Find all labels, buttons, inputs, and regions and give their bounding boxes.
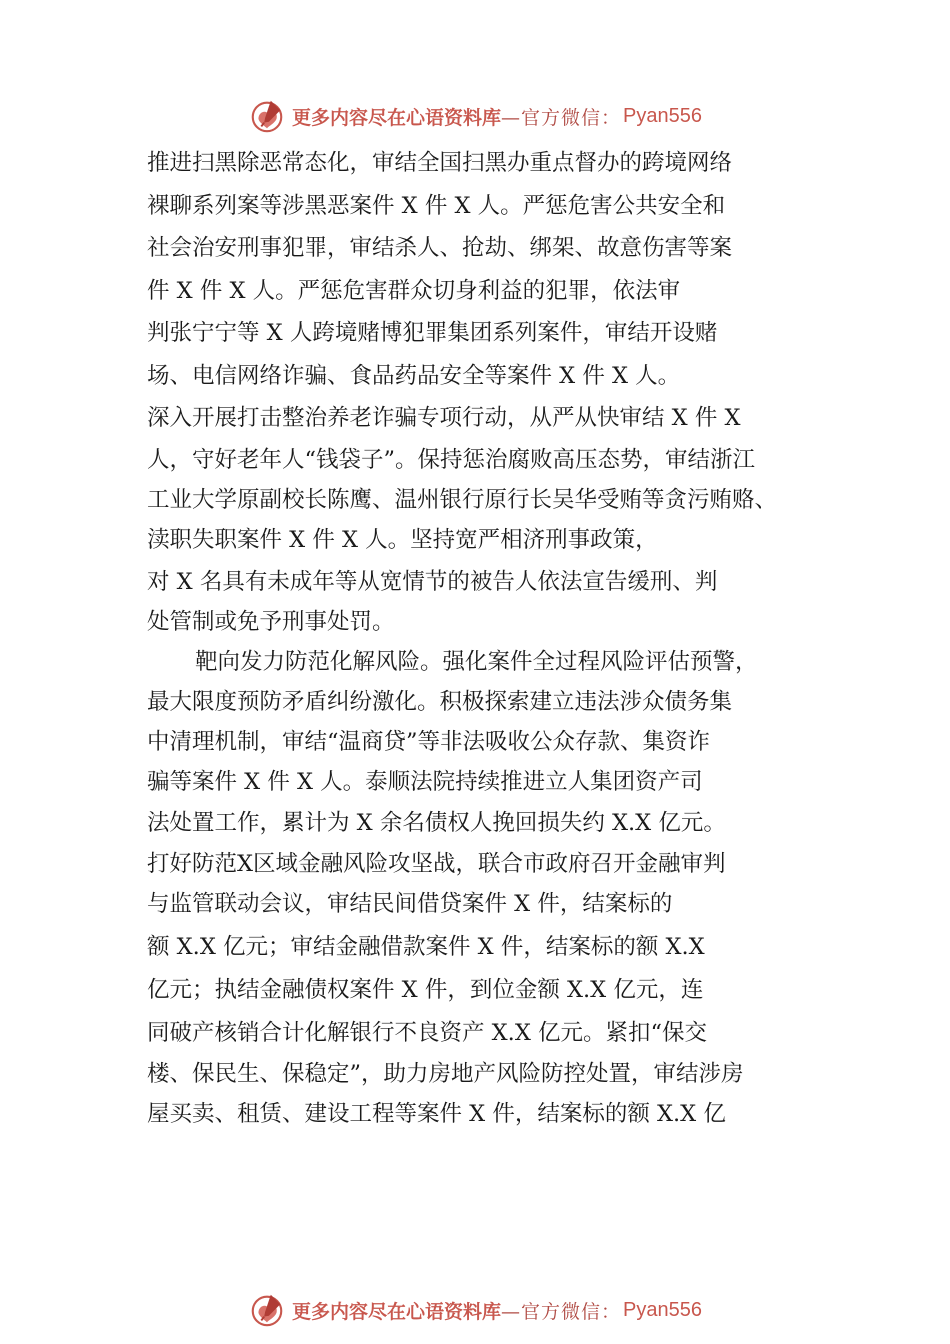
text-line: 人，守好老年人“钱袋子”。保持惩治腐败高压态势，审结浙江 [147, 447, 756, 473]
watermark-wechat-id: Pyan556 [623, 104, 702, 127]
pen-heart-logo-icon [248, 97, 286, 135]
text-line: 对 X 名具有未成年等从宽情节的被告人依法宣告缓刑、判 [147, 569, 718, 595]
text-line: 中清理机制，审结“温商贷”等非法吸收公众存款、集资诈 [147, 729, 711, 755]
watermark-footer [0, 1290, 950, 1330]
text-line: 屋买卖、租赁、建设工程等案件 X 件，结案标的额 X.X 亿 [147, 1101, 726, 1127]
text-line: 同破产核销合计化解银行不良资产 X.X 亿元。紧扣“保交 [147, 1020, 707, 1046]
watermark-main-text: 更多内容尽在心语资料库 [292, 106, 502, 129]
text-line: 骗等案件 X 件 X 人。泰顺法院持续推进立人集团资产司 [147, 769, 703, 795]
text-line: 判张宁宁等 X 人跨境赌博犯罪集团系列案件，审结开设赌 [147, 320, 718, 346]
text-line: 裸聊系列案等涉黑恶案件 X 件 X 人。严惩危害公共安全和 [147, 193, 726, 219]
text-line: 亿元；执结金融债权案件 X 件，到位金额 X.X 亿元，连 [147, 977, 704, 1003]
text-line: 打好防范X区域金融风险攻坚战，联合市政府召开金融审判 [147, 851, 726, 877]
text-line: 额 X.X 亿元；审结金融借款案件 X 件，结案标的额 X.X [147, 934, 705, 960]
text-line: 件 X 件 X 人。严惩危害群众切身利益的犯罪，依法审 [147, 278, 681, 304]
text-line: 法处置工作，累计为 X 余名债权人挽回损失约 X.X 亿元。 [147, 810, 726, 836]
watermark-wechat-label: —官方微信： [501, 106, 622, 129]
paragraph-start: 靶向发力防范化解风险。强化案件全过程风险评估预警， [195, 649, 758, 675]
text-line: 深入开展打击整治养老诈骗专项行动，从严从快审结 X 件 X [147, 405, 741, 431]
text-line: 社会治安刑事犯罪，审结杀人、抢劫、绑架、故意伤害等案 [147, 235, 733, 261]
text-line: 楼、保民生、保稳定”，助力房地产风险防控处置，审结涉房 [147, 1061, 744, 1087]
text-line: 工业大学原副校长陈鹰、温州银行原行长吴华受贿等贪污贿赂、 [147, 487, 778, 513]
watermark-wechat-id: Pyan556 [623, 1298, 702, 1321]
text-line: 最大限度预防矛盾纠纷激化。积极探索建立违法涉众债务集 [147, 689, 733, 715]
text-line: 场、电信网络诈骗、食品药品安全等案件 X 件 X 人。 [147, 363, 681, 389]
watermark-main-text: 更多内容尽在心语资料库 [292, 1300, 502, 1323]
watermark-wechat-label: —官方微信： [501, 1300, 622, 1323]
pen-heart-logo-icon [248, 1291, 286, 1329]
text-line: 渎职失职案件 X 件 X 人。坚持宽严相济刑事政策， [147, 527, 658, 553]
text-line: 推进扫黑除恶常态化，审结全国扫黑办重点督办的跨境网络 [147, 150, 733, 176]
text-line: 处管制或免予刑事处罚。 [147, 609, 395, 635]
watermark-header [0, 96, 950, 136]
text-line: 与监管联动会议，审结民间借贷案件 X 件，结案标的 [147, 891, 673, 917]
